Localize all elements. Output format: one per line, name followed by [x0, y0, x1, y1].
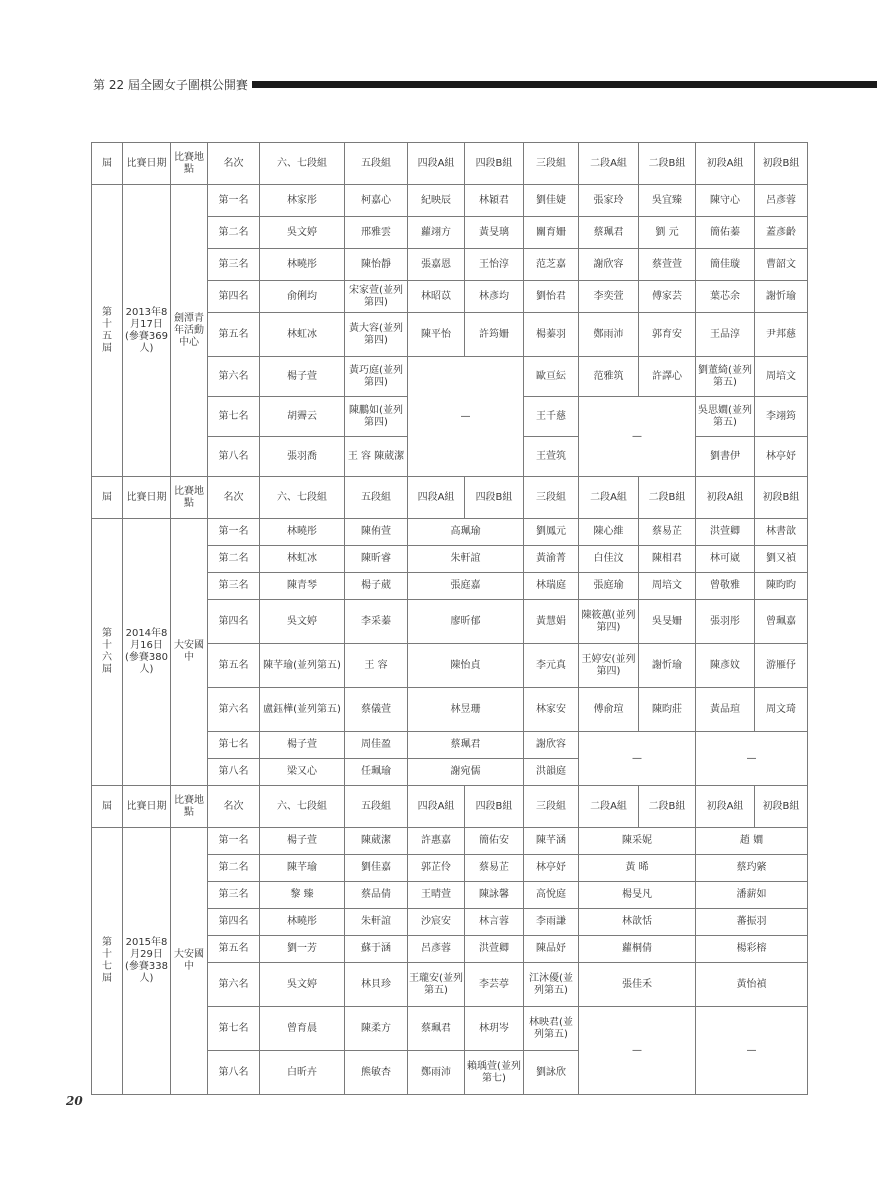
result-cell-rank-5-group-67dan: 劉一芳: [260, 936, 345, 963]
session-cell: 第 十 七 屆: [92, 828, 123, 1095]
result-cell-rank-7-group-4dan-a: 蔡珮君: [408, 1007, 465, 1051]
header-1dan-a: 初段A組: [696, 143, 755, 185]
session-cell: 第 十 六 屆: [92, 519, 123, 786]
venue-cell: 劍潭青年活動中心: [171, 185, 208, 477]
header-4dan-a: 四段A組: [408, 786, 465, 828]
result-cell-rank-5-group-2dan-b: 郭育安: [639, 313, 696, 357]
result-cell-rank-4-group-4dan-a: 林昭苡: [408, 281, 465, 313]
header-rank: 名次: [208, 143, 260, 185]
table-row: [92, 519, 808, 546]
result-cell-rank-1-group-4dan-a: 許惠嘉: [408, 828, 465, 855]
result-cell-rank-6-group-5dan: 蔡儀萱: [345, 688, 408, 732]
header-5dan: 五段組: [345, 477, 408, 519]
result-cell-rank-5-group-1dan-b: 尹邦慈: [755, 313, 808, 357]
result-cell-rank-6-group-1dan-a: 劉董綺(並列第五): [696, 357, 755, 397]
result-cell-rank-3-group-3dan: 林瑞庭: [524, 573, 579, 600]
header-4dan-a: 四段A組: [408, 477, 465, 519]
result-cell-rank-5-group-4dan-a: 陳平怡: [408, 313, 465, 357]
result-cell-rank-2-group-2dan-b: 陳相君: [639, 546, 696, 573]
result-cell-rank-3-group-4dan-a: 張嘉恩: [408, 249, 465, 281]
result-cell-rank-6-group-3dan: 林家安: [524, 688, 579, 732]
result-cell-rank-1-group-4dan-a: 高珮瑜: [408, 519, 524, 546]
header-1dan-b: 初段B組: [755, 143, 808, 185]
result-cell-rank-1-group-4dan-b: 林穎君: [465, 185, 524, 217]
rank-label: 第六名: [208, 963, 260, 1007]
result-cell-rank-8-group-4dan-a: 謝宛儒: [408, 759, 524, 786]
rank-label: 第七名: [208, 732, 260, 759]
result-cell-rank-7-group-5dan: 周佳盈: [345, 732, 408, 759]
result-cell-rank-3-group-67dan: 黎 臻: [260, 882, 345, 909]
result-cell-rank-3-group-2dan-b: 蔡萱萱: [639, 249, 696, 281]
result-cell-rank-6-group-1dan-b: 周文琦: [755, 688, 808, 732]
result-cell-rank-1-group-3dan: 陳芊涵: [524, 828, 579, 855]
venue-cell: 大安國中: [171, 519, 208, 786]
result-cell-rank-4-group-1dan-a: 張羽彤: [696, 600, 755, 644]
result-cell-rank-4-group-4dan-b: 林彥均: [465, 281, 524, 313]
dash-cell: —: [579, 397, 696, 477]
result-cell-rank-8-group-4dan-a: 鄭雨沛: [408, 1051, 465, 1095]
result-cell-rank-6-group-4dan-a: 王瓏安(並列第五): [408, 963, 465, 1007]
header-date: 比賽日期: [123, 786, 171, 828]
result-cell-rank-1-group-2dan-b: 吳宜臻: [639, 185, 696, 217]
result-cell-rank-2-group-4dan-a: 蘿翊方: [408, 217, 465, 249]
result-cell-rank-6-group-2dan-a: 范雅筑: [579, 357, 639, 397]
result-cell-rank-4-group-4dan-a: 沙宸安: [408, 909, 465, 936]
result-cell-rank-4-group-67dan: 吳文婷: [260, 600, 345, 644]
result-cell-rank-5-group-4dan-a: 呂彥蓉: [408, 936, 465, 963]
result-cell-rank-6-group-5dan: 黃巧庭(並列第四): [345, 357, 408, 397]
rank-label: 第三名: [208, 882, 260, 909]
result-cell-rank-2-group-5dan: 陳昕睿: [345, 546, 408, 573]
result-cell-rank-3-group-1dan-b: 曹韶文: [755, 249, 808, 281]
results-table: [91, 142, 808, 1095]
result-cell-rank-3-group-1dan-b: 陳昀昀: [755, 573, 808, 600]
rank-label: 第八名: [208, 1051, 260, 1095]
dash-cell: —: [408, 357, 524, 477]
header-venue: 比賽地點: [171, 143, 208, 185]
result-cell-rank-6-group-67dan: 吳文婷: [260, 963, 345, 1007]
result-cell-rank-1-group-2dan-a: 張家玲: [579, 185, 639, 217]
result-cell-rank-2-group-67dan: 吳文婷: [260, 217, 345, 249]
result-cell-rank-3-group-5dan: 蔡品倩: [345, 882, 408, 909]
rank-label: 第一名: [208, 828, 260, 855]
result-cell-rank-7-group-3dan: 王千慈: [524, 397, 579, 437]
result-cell-rank-7-group-5dan: 陳鵬如(並列第四): [345, 397, 408, 437]
result-cell-rank-1-group-2dan-b: 蔡易芷: [639, 519, 696, 546]
result-cell-rank-2-group-5dan: 劉佳嘉: [345, 855, 408, 882]
result-cell-rank-6-group-2dan-b: 許譯心: [639, 357, 696, 397]
result-cell-rank-4-group-1dan-b: 謝忻瑜: [755, 281, 808, 313]
header-session: 屆: [92, 477, 123, 519]
result-cell-rank-8-group-1dan-a: 劉書伊: [696, 437, 755, 477]
result-cell-rank-8-group-5dan: 任珮瑜: [345, 759, 408, 786]
result-cell-rank-8-group-67dan: 白昕卉: [260, 1051, 345, 1095]
result-cell-rank-5-group-1dan-b: 游雁伃: [755, 644, 808, 688]
result-cell-rank-3-group-4dan-a: 張庭嘉: [408, 573, 524, 600]
header-3dan: 三段組: [524, 786, 579, 828]
result-cell-rank-3-group-4dan-b: 王怡淳: [465, 249, 524, 281]
rank-label: 第一名: [208, 185, 260, 217]
header-session: 屆: [92, 143, 123, 185]
result-cell-rank-7-group-5dan: 陳柔方: [345, 1007, 408, 1051]
rank-label: 第六名: [208, 357, 260, 397]
header-3dan: 三段組: [524, 477, 579, 519]
result-cell-rank-3-group-1dan-a: 簡佳璇: [696, 249, 755, 281]
header-5dan: 五段組: [345, 786, 408, 828]
dash-cell: —: [579, 732, 696, 786]
rank-label: 第六名: [208, 688, 260, 732]
header-2dan-a: 二段A組: [579, 143, 639, 185]
result-cell-rank-4-group-1dan-a: 蕃振羽: [696, 909, 808, 936]
rank-label: 第五名: [208, 644, 260, 688]
result-cell-rank-1-group-2dan-a: 陳采妮: [579, 828, 696, 855]
column-header-row: [92, 143, 808, 185]
result-cell-rank-8-group-4dan-b: 賴瑀萱(並列第七): [465, 1051, 524, 1095]
result-cell-rank-5-group-1dan-a: 陳彥妏: [696, 644, 755, 688]
dash-cell: —: [696, 732, 808, 786]
result-cell-rank-4-group-2dan-a: 林歆恬: [579, 909, 696, 936]
header-venue: 比賽地點: [171, 477, 208, 519]
table-row: [92, 185, 808, 217]
result-cell-rank-6-group-2dan-b: 陳昀莊: [639, 688, 696, 732]
result-cell-rank-1-group-5dan: 柯嘉心: [345, 185, 408, 217]
rank-label: 第一名: [208, 519, 260, 546]
result-cell-rank-3-group-5dan: 楊子葳: [345, 573, 408, 600]
result-cell-rank-6-group-2dan-a: 張佳禾: [579, 963, 696, 1007]
result-cell-rank-8-group-67dan: 梁又心: [260, 759, 345, 786]
result-cell-rank-1-group-4dan-b: 簡佑安: [465, 828, 524, 855]
result-cell-rank-4-group-5dan: 李采蓁: [345, 600, 408, 644]
result-cell-rank-4-group-2dan-a: 李奕萱: [579, 281, 639, 313]
header-rank: 名次: [208, 786, 260, 828]
result-cell-rank-7-group-67dan: 曾育晨: [260, 1007, 345, 1051]
result-cell-rank-3-group-4dan-b: 陳詠馨: [465, 882, 524, 909]
result-cell-rank-1-group-3dan: 劉鳳元: [524, 519, 579, 546]
rank-label: 第二名: [208, 217, 260, 249]
result-cell-rank-3-group-1dan-a: 曾敬雅: [696, 573, 755, 600]
result-cell-rank-8-group-67dan: 張羽喬: [260, 437, 345, 477]
header-title: 第 22 屆全國女子圍棋公開賽: [93, 77, 252, 93]
result-cell-rank-7-group-3dan: 謝欣容: [524, 732, 579, 759]
result-cell-rank-1-group-67dan: 林曉彤: [260, 519, 345, 546]
result-cell-rank-7-group-67dan: 楊子萱: [260, 732, 345, 759]
result-cell-rank-5-group-2dan-b: 謝忻瑜: [639, 644, 696, 688]
header-67dan: 六、七段組: [260, 477, 345, 519]
header-venue: 比賽地點: [171, 786, 208, 828]
venue-cell: 大安國中: [171, 828, 208, 1095]
header-1dan-a: 初段A組: [696, 786, 755, 828]
result-cell-rank-6-group-5dan: 林貝珍: [345, 963, 408, 1007]
header-2dan-a: 二段A組: [579, 477, 639, 519]
result-cell-rank-3-group-2dan-a: 楊旻凡: [579, 882, 696, 909]
result-cell-rank-2-group-3dan: 林亭妤: [524, 855, 579, 882]
header-rank: 名次: [208, 477, 260, 519]
result-cell-rank-2-group-1dan-a: 林可崴: [696, 546, 755, 573]
result-cell-rank-4-group-3dan: 劉怡君: [524, 281, 579, 313]
result-cell-rank-2-group-1dan-a: 簡佑蓁: [696, 217, 755, 249]
result-cell-rank-5-group-1dan-a: 王品淳: [696, 313, 755, 357]
rank-label: 第五名: [208, 936, 260, 963]
rank-label: 第二名: [208, 855, 260, 882]
result-cell-rank-4-group-2dan-b: 吳旻姍: [639, 600, 696, 644]
result-cell-rank-5-group-3dan: 陳品妤: [524, 936, 579, 963]
result-cell-rank-2-group-1dan-b: 蓋彥齡: [755, 217, 808, 249]
date-cell: 2014年8月16日(參賽380人): [123, 519, 171, 786]
result-cell-rank-4-group-1dan-b: 曾珮嘉: [755, 600, 808, 644]
result-cell-rank-2-group-2dan-a: 黃 晞: [579, 855, 696, 882]
result-cell-rank-5-group-2dan-a: 鄭雨沛: [579, 313, 639, 357]
result-cell-rank-7-group-1dan-b: 李翊筠: [755, 397, 808, 437]
result-cell-rank-3-group-4dan-a: 王晴萱: [408, 882, 465, 909]
result-cell-rank-5-group-67dan: 陳芊瑜(並列第五): [260, 644, 345, 688]
header-1dan-a: 初段A組: [696, 477, 755, 519]
result-cell-rank-4-group-67dan: 俞俐均: [260, 281, 345, 313]
result-cell-rank-4-group-3dan: 李雨謙: [524, 909, 579, 936]
header-3dan: 三段組: [524, 143, 579, 185]
rank-label: 第三名: [208, 249, 260, 281]
header-rule: [233, 81, 877, 88]
result-cell-rank-6-group-3dan: 江沐優(並列第五): [524, 963, 579, 1007]
result-cell-rank-2-group-3dan: 黃渝菁: [524, 546, 579, 573]
result-cell-rank-6-group-1dan-a: 黃怡禎: [696, 963, 808, 1007]
result-cell-rank-4-group-4dan-a: 廖昕郁: [408, 600, 524, 644]
result-cell-rank-1-group-67dan: 楊子萱: [260, 828, 345, 855]
rank-label: 第四名: [208, 281, 260, 313]
result-cell-rank-5-group-5dan: 王 容: [345, 644, 408, 688]
result-cell-rank-5-group-3dan: 楊蓁羽: [524, 313, 579, 357]
result-cell-rank-6-group-67dan: 楊子萱: [260, 357, 345, 397]
result-cell-rank-3-group-5dan: 陳怡靜: [345, 249, 408, 281]
header-session: 屆: [92, 786, 123, 828]
result-cell-rank-1-group-1dan-b: 呂彥蓉: [755, 185, 808, 217]
date-cell: 2013年8月17日(參賽369人): [123, 185, 171, 477]
result-cell-rank-1-group-1dan-a: 趙 嫺: [696, 828, 808, 855]
result-cell-rank-1-group-2dan-a: 陳心維: [579, 519, 639, 546]
header-2dan-a: 二段A組: [579, 786, 639, 828]
result-cell-rank-3-group-1dan-a: 潘薪如: [696, 882, 808, 909]
rank-label: 第二名: [208, 546, 260, 573]
result-cell-rank-1-group-67dan: 林家彤: [260, 185, 345, 217]
result-cell-rank-4-group-5dan: 宋家萱(並列第四): [345, 281, 408, 313]
column-header-row: [92, 786, 808, 828]
result-cell-rank-2-group-2dan-b: 劉 元: [639, 217, 696, 249]
column-header-row: [92, 477, 808, 519]
result-cell-rank-1-group-3dan: 劉佳婕: [524, 185, 579, 217]
result-cell-rank-3-group-2dan-a: 謝欣容: [579, 249, 639, 281]
page-header: [93, 77, 877, 93]
result-cell-rank-6-group-4dan-a: 林昱珊: [408, 688, 524, 732]
result-cell-rank-3-group-67dan: 陳青琴: [260, 573, 345, 600]
result-cell-rank-4-group-1dan-a: 葉芯余: [696, 281, 755, 313]
result-cell-rank-8-group-3dan: 劉詠欣: [524, 1051, 579, 1095]
result-cell-rank-1-group-5dan: 陳侑萱: [345, 519, 408, 546]
result-cell-rank-3-group-3dan: 高悅庭: [524, 882, 579, 909]
header-2dan-b: 二段B組: [639, 786, 696, 828]
result-cell-rank-7-group-3dan: 林映君(並列第五): [524, 1007, 579, 1051]
result-cell-rank-5-group-4dan-b: 許筠姍: [465, 313, 524, 357]
result-cell-rank-2-group-2dan-a: 白佳汶: [579, 546, 639, 573]
rank-label: 第七名: [208, 1007, 260, 1051]
rank-label: 第七名: [208, 397, 260, 437]
result-cell-rank-7-group-1dan-a: 吳思嫺(並列第五): [696, 397, 755, 437]
header-67dan: 六、七段組: [260, 786, 345, 828]
header-2dan-b: 二段B組: [639, 477, 696, 519]
result-cell-rank-1-group-5dan: 陳葳潔: [345, 828, 408, 855]
date-cell: 2015年8月29日(參賽338人): [123, 828, 171, 1095]
dash-cell: —: [696, 1007, 808, 1095]
result-cell-rank-2-group-67dan: 林虹冰: [260, 546, 345, 573]
result-cell-rank-1-group-4dan-a: 紀映辰: [408, 185, 465, 217]
session-cell: 第 十 五 屆: [92, 185, 123, 477]
result-cell-rank-6-group-4dan-b: 李芸葶: [465, 963, 524, 1007]
result-cell-rank-6-group-1dan-a: 黃品瑄: [696, 688, 755, 732]
result-cell-rank-5-group-5dan: 黃大容(並列第四): [345, 313, 408, 357]
result-cell-rank-8-group-3dan: 王萱筑: [524, 437, 579, 477]
result-cell-rank-2-group-4dan-b: 黃旻璃: [465, 217, 524, 249]
rank-label: 第八名: [208, 437, 260, 477]
table-row: [92, 828, 808, 855]
result-cell-rank-4-group-2dan-b: 傅家芸: [639, 281, 696, 313]
result-cell-rank-5-group-2dan-a: 王婷安(並列第四): [579, 644, 639, 688]
result-cell-rank-7-group-4dan-a: 蔡珮君: [408, 732, 524, 759]
page-number: 20: [66, 1094, 83, 1108]
result-cell-rank-8-group-1dan-b: 林亭妤: [755, 437, 808, 477]
result-cell-rank-5-group-67dan: 林虹冰: [260, 313, 345, 357]
header-2dan-b: 二段B組: [639, 143, 696, 185]
result-cell-rank-8-group-3dan: 洪韻庭: [524, 759, 579, 786]
result-cell-rank-2-group-67dan: 陳芊瑜: [260, 855, 345, 882]
rank-label: 第五名: [208, 313, 260, 357]
result-cell-rank-6-group-67dan: 盧鈺樺(並列第五): [260, 688, 345, 732]
result-cell-rank-8-group-5dan: 熊敏杏: [345, 1051, 408, 1095]
header-1dan-b: 初段B組: [755, 786, 808, 828]
result-cell-rank-6-group-1dan-b: 周培文: [755, 357, 808, 397]
result-cell-rank-1-group-1dan-a: 洪萱卿: [696, 519, 755, 546]
result-cell-rank-4-group-2dan-a: 陳筱蕙(並列第四): [579, 600, 639, 644]
result-cell-rank-8-group-5dan: 王 容 陳葳潔: [345, 437, 408, 477]
header-1dan-b: 初段B組: [755, 477, 808, 519]
result-cell-rank-2-group-3dan: 關育姍: [524, 217, 579, 249]
result-cell-rank-5-group-4dan-a: 陳怡貞: [408, 644, 524, 688]
result-cell-rank-2-group-1dan-a: 蔡玓綮: [696, 855, 808, 882]
header-5dan: 五段組: [345, 143, 408, 185]
header-4dan-a: 四段A組: [408, 143, 465, 185]
header-4dan-b: 四段B組: [465, 477, 524, 519]
result-cell-rank-2-group-2dan-a: 蔡珮君: [579, 217, 639, 249]
result-cell-rank-5-group-5dan: 蘇于涵: [345, 936, 408, 963]
result-cell-rank-2-group-4dan-a: 郭芷伶: [408, 855, 465, 882]
result-cell-rank-4-group-5dan: 朱軒誼: [345, 909, 408, 936]
result-cell-rank-2-group-4dan-b: 蔡易芷: [465, 855, 524, 882]
result-cell-rank-1-group-1dan-b: 林書歆: [755, 519, 808, 546]
result-cell-rank-1-group-1dan-a: 陳守心: [696, 185, 755, 217]
result-cell-rank-3-group-2dan-b: 周培文: [639, 573, 696, 600]
rank-label: 第四名: [208, 909, 260, 936]
rank-label: 第三名: [208, 573, 260, 600]
result-cell-rank-7-group-4dan-b: 林玥岑: [465, 1007, 524, 1051]
result-cell-rank-2-group-1dan-b: 劉又禎: [755, 546, 808, 573]
header-4dan-b: 四段B組: [465, 143, 524, 185]
result-cell-rank-5-group-2dan-a: 蘿桐倩: [579, 936, 696, 963]
header-67dan: 六、七段組: [260, 143, 345, 185]
result-cell-rank-5-group-3dan: 李元真: [524, 644, 579, 688]
header-4dan-b: 四段B組: [465, 786, 524, 828]
rank-label: 第四名: [208, 600, 260, 644]
header-date: 比賽日期: [123, 477, 171, 519]
header-date: 比賽日期: [123, 143, 171, 185]
result-cell-rank-5-group-1dan-a: 楊彩榕: [696, 936, 808, 963]
result-cell-rank-4-group-67dan: 林曉彤: [260, 909, 345, 936]
result-cell-rank-5-group-4dan-b: 洪萱卿: [465, 936, 524, 963]
result-cell-rank-3-group-67dan: 林曉彤: [260, 249, 345, 281]
result-cell-rank-6-group-2dan-a: 傅俞瑄: [579, 688, 639, 732]
result-cell-rank-3-group-3dan: 范芝嘉: [524, 249, 579, 281]
result-cell-rank-7-group-67dan: 胡霽云: [260, 397, 345, 437]
result-cell-rank-4-group-3dan: 黃慧娟: [524, 600, 579, 644]
result-cell-rank-6-group-3dan: 歐亘紜: [524, 357, 579, 397]
result-cell-rank-2-group-4dan-a: 朱軒誼: [408, 546, 524, 573]
result-cell-rank-3-group-2dan-a: 張庭瑜: [579, 573, 639, 600]
rank-label: 第八名: [208, 759, 260, 786]
result-cell-rank-4-group-4dan-b: 林言蓉: [465, 909, 524, 936]
result-cell-rank-2-group-5dan: 邢雅雲: [345, 217, 408, 249]
dash-cell: —: [579, 1007, 696, 1095]
